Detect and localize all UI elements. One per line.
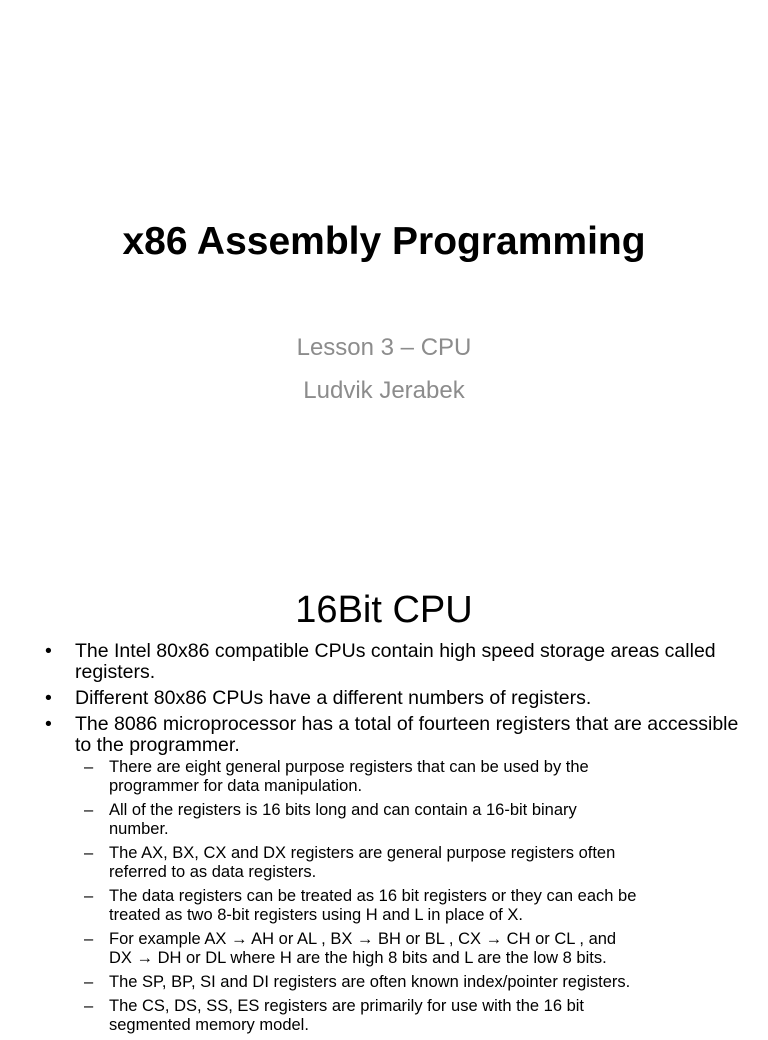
sub-bullet-item [0,887,665,925]
slide-title: 16Bit CPU [295,589,473,631]
sub-bullet-text: There are eight general purpose registers that can be used by the programmer for data manipulation. [109,758,589,795]
sub-bullet-mark: – [84,930,94,948]
sub-bullet-text: The CS, DS, SS, ES registers are primarily for use with the 16 bit segmented memory model. [109,997,585,1034]
sub-bullet-item [0,973,665,992]
sub-bullet-item [0,758,665,796]
sub-bullet-text: The SP, BP, SI and DI registers are often known index/pointer registers. [109,973,631,991]
bullet-text: Different 80x86 CPUs have a different numbers of registers. [75,687,592,709]
bullet-list [0,641,768,1040]
author-name: Ludvik Jerabek [303,377,465,404]
lesson-subtitle: Lesson 3 – CPU [296,334,472,361]
sub-bullet-text: The AX, BX, CX and DX registers are general purpose registers often referred to as data registers. [109,844,616,881]
bullet-item [0,641,768,683]
sub-bullet-list [0,758,665,1035]
bullet-text: The Intel 80x86 compatible CPUs contain high speed storage areas called registers. [75,640,716,683]
bullet-mark: • [45,713,52,735]
sub-bullet-mark: – [84,801,94,819]
bullet-text: The 8086 microprocessor has a total of fourteen registers that are accessible to the programmer. [75,713,739,756]
sub-bullet-mark: – [84,997,94,1015]
sub-bullet-mark: – [84,844,94,862]
bullet-item [0,688,768,709]
sub-bullet-text: For example AX → AH or AL , BX → BH or BL , CX → CH or CL , and DX → DH or DL where H are the high 8 bits and L are the low 8 bits. [109,930,617,967]
sub-bullet-text: The data registers can be treated as 16 bit registers or they can each be treated as two 8-bit registers using H and L in place of X. [109,887,637,924]
sub-bullet-mark: – [84,973,94,991]
sub-bullet-mark: – [84,887,94,905]
sub-bullet-item [0,801,665,839]
cpu-slide [0,560,768,1034]
bullet-item [0,714,768,1035]
bullet-mark: • [45,640,52,662]
sub-bullet-item [0,844,665,882]
sub-bullet-item [0,997,665,1035]
presentation-title: x86 Assembly Programming [122,220,646,263]
sub-bullet-text: All of the registers is 16 bits long and can contain a 16-bit binary number. [109,801,577,838]
bullet-mark: • [45,687,52,709]
sub-bullet-mark: – [84,758,94,776]
sub-bullet-item [0,930,665,968]
